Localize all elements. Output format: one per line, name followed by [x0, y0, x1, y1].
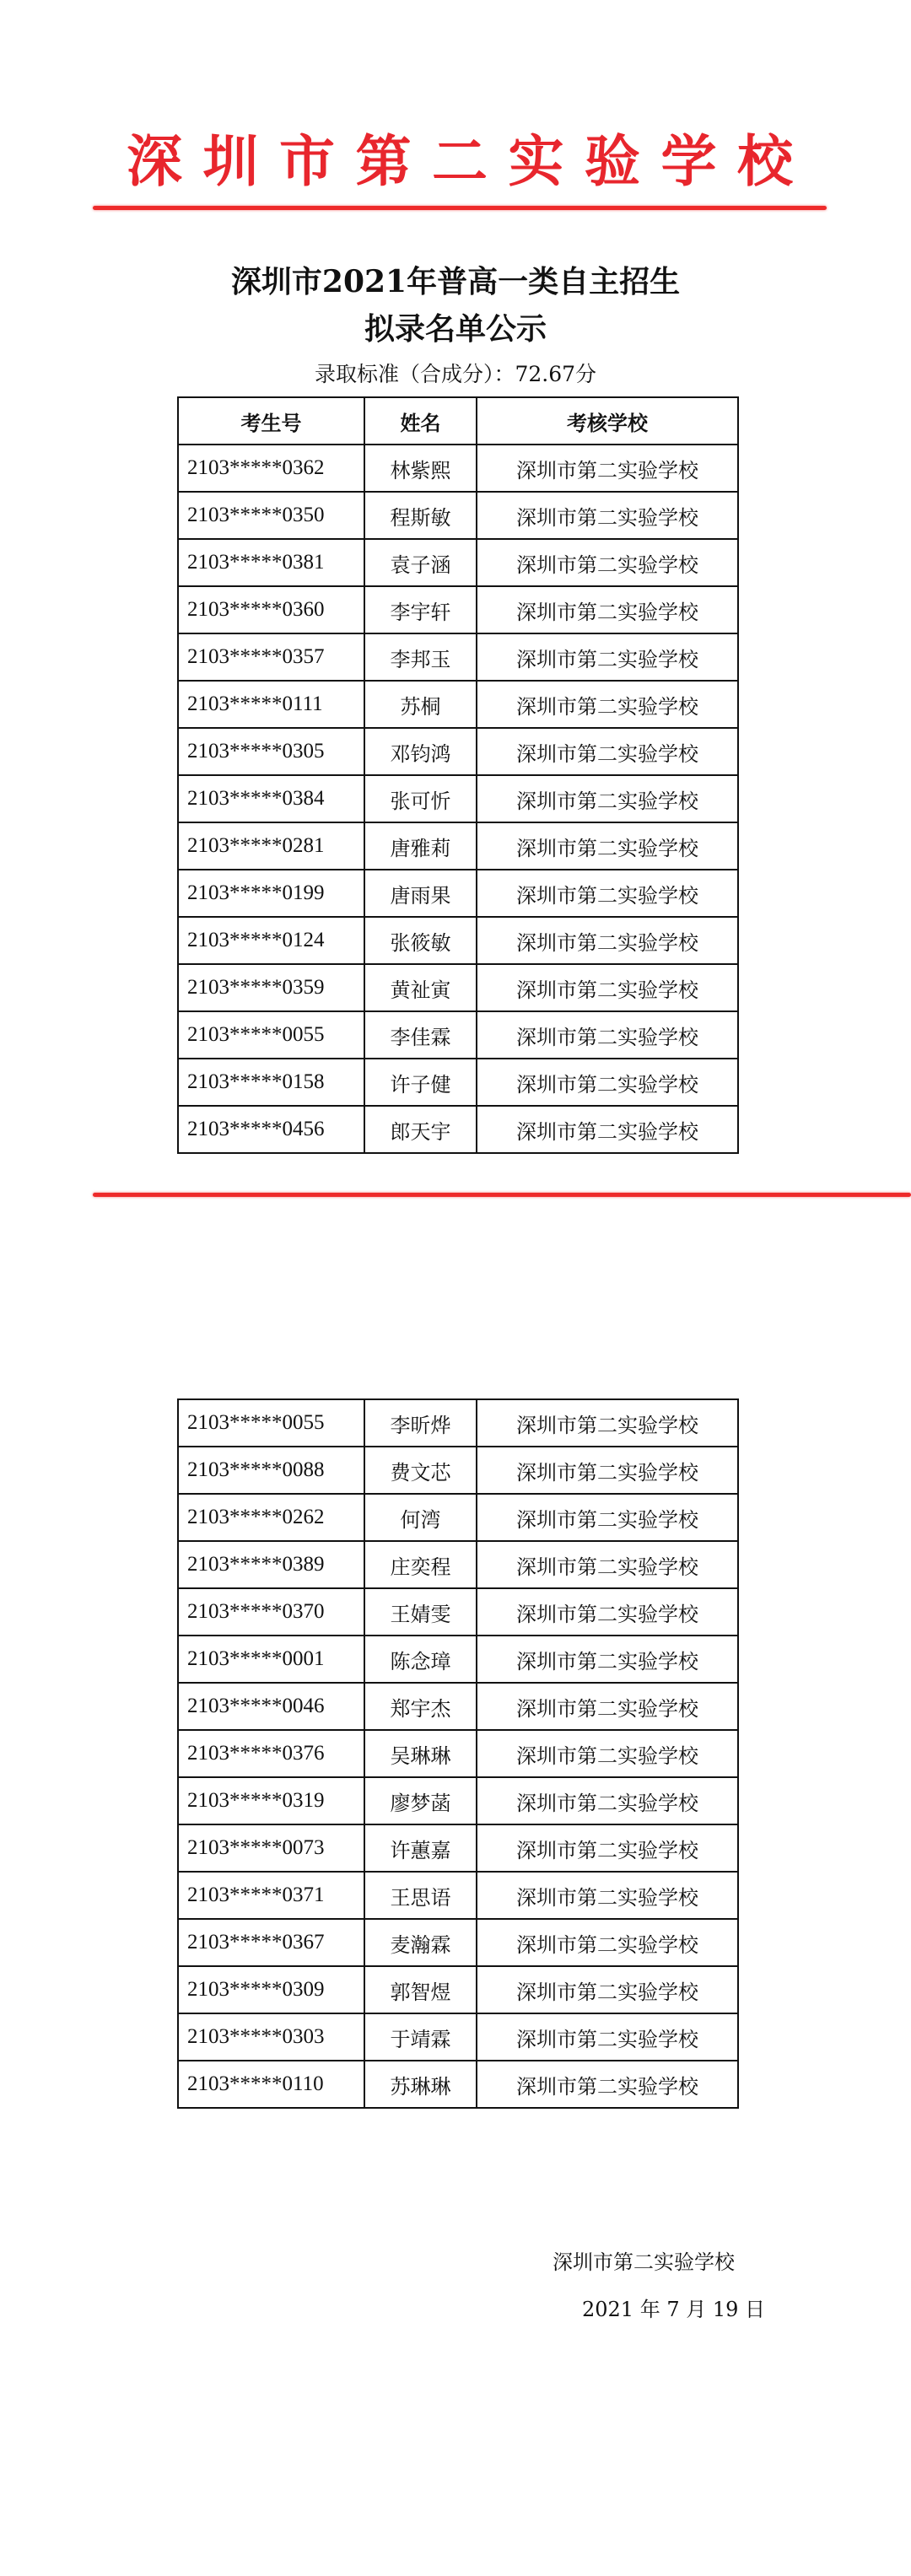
- table-row: [178, 917, 738, 964]
- table-row: [178, 775, 738, 822]
- cell-exam-number: 2103*****0350: [178, 492, 364, 539]
- cell-exam-number: 2103*****0262: [178, 1494, 364, 1541]
- cell-exam-number: 2103*****0360: [178, 586, 364, 633]
- table-row: [178, 1494, 738, 1541]
- table-row: [178, 586, 738, 633]
- header-school: 考核学校: [477, 397, 738, 445]
- letterhead-char: 学: [660, 127, 717, 194]
- table-row: [178, 681, 738, 728]
- cell-student-name: 廖梦菡: [364, 1777, 477, 1824]
- cell-school: 深圳市第二实验学校: [477, 964, 738, 1011]
- admission-table-page1: [177, 396, 739, 1154]
- cell-student-name: 王婧雯: [364, 1588, 477, 1636]
- cell-student-name: 邓钧鸿: [364, 728, 477, 775]
- table-row: [178, 870, 738, 917]
- table-row: [178, 728, 738, 775]
- cell-student-name: 程斯敏: [364, 492, 477, 539]
- letterhead-char: 深: [127, 127, 182, 194]
- cell-student-name: 郑宇杰: [364, 1683, 477, 1730]
- table-row: [178, 1919, 738, 1966]
- cell-exam-number: 2103*****0088: [178, 1447, 364, 1494]
- table-row: [178, 1011, 738, 1059]
- letterhead-char: 实: [508, 127, 564, 194]
- cell-school: 深圳市第二实验学校: [477, 1636, 738, 1683]
- cell-student-name: 许蕙嘉: [364, 1824, 477, 1872]
- cell-exam-number: 2103*****0073: [178, 1824, 364, 1872]
- cell-student-name: 唐雅莉: [364, 822, 477, 870]
- cell-student-name: 李邦玉: [364, 633, 477, 681]
- letterhead-school-name: [127, 118, 793, 194]
- table-row: [178, 1399, 738, 1447]
- cell-school: 深圳市第二实验学校: [477, 822, 738, 870]
- cell-exam-number: 2103*****0303: [178, 2013, 364, 2061]
- cell-exam-number: 2103*****0309: [178, 1966, 364, 2013]
- cell-school: 深圳市第二实验学校: [477, 2013, 738, 2061]
- cell-exam-number: 2103*****0199: [178, 870, 364, 917]
- cell-school: 深圳市第二实验学校: [477, 445, 738, 492]
- cell-school: 深圳市第二实验学校: [477, 1730, 738, 1777]
- table-row: [178, 539, 738, 586]
- header-name: 姓名: [364, 397, 477, 445]
- table-row: [178, 1683, 738, 1730]
- cell-exam-number: 2103*****0456: [178, 1106, 364, 1153]
- cell-school: 深圳市第二实验学校: [477, 728, 738, 775]
- table-row: [178, 2061, 738, 2108]
- cell-school: 深圳市第二实验学校: [477, 1919, 738, 1966]
- letterhead-char: 市: [279, 127, 335, 194]
- cell-school: 深圳市第二实验学校: [477, 1872, 738, 1919]
- footer-date: 2021 年 7 月 19 日: [582, 2298, 766, 2321]
- cell-student-name: 费文芯: [364, 1447, 477, 1494]
- cell-student-name: 陈念璋: [364, 1636, 477, 1683]
- cell-school: 深圳市第二实验学校: [477, 2061, 738, 2108]
- table-row: [178, 964, 738, 1011]
- cell-school: 深圳市第二实验学校: [477, 1011, 738, 1059]
- table-row: [178, 2013, 738, 2061]
- cell-school: 深圳市第二实验学校: [477, 1541, 738, 1588]
- table-row: [178, 1824, 738, 1872]
- cell-exam-number: 2103*****0370: [178, 1588, 364, 1636]
- table-row: [178, 445, 738, 492]
- cell-exam-number: 2103*****0305: [178, 728, 364, 775]
- cell-school: 深圳市第二实验学校: [477, 492, 738, 539]
- admission-table-page2: [177, 1398, 739, 2109]
- table-row: [178, 1966, 738, 2013]
- cell-student-name: 张可忻: [364, 775, 477, 822]
- cell-school: 深圳市第二实验学校: [477, 586, 738, 633]
- cell-school: 深圳市第二实验学校: [477, 539, 738, 586]
- table-row: [178, 822, 738, 870]
- cell-student-name: 何湾: [364, 1494, 477, 1541]
- document-title-line2: 拟录名单公示: [364, 311, 547, 347]
- cell-school: 深圳市第二实验学校: [477, 1494, 738, 1541]
- cell-exam-number: 2103*****0362: [178, 445, 364, 492]
- cell-school: 深圳市第二实验学校: [477, 870, 738, 917]
- table-row: [178, 1059, 738, 1106]
- cell-student-name: 许子健: [364, 1059, 477, 1106]
- cell-exam-number: 2103*****0319: [178, 1777, 364, 1824]
- cell-student-name: 苏桐: [364, 681, 477, 728]
- letterhead-char: 二: [432, 127, 488, 194]
- cell-exam-number: 2103*****0111: [178, 681, 364, 728]
- cell-exam-number: 2103*****0055: [178, 1399, 364, 1447]
- table-row: [178, 1541, 738, 1588]
- letterhead-char: 第: [355, 127, 412, 194]
- cell-school: 深圳市第二实验学校: [477, 681, 738, 728]
- letterhead-char: 校: [737, 127, 793, 194]
- footer-issuer: 深圳市第二实验学校: [553, 2250, 735, 2274]
- cell-student-name: 于靖霖: [364, 2013, 477, 2061]
- page-divider: [93, 1193, 911, 1197]
- letterhead-divider: [93, 206, 827, 210]
- cell-student-name: 李昕烨: [364, 1399, 477, 1447]
- admission-standard: 录取标准（合成分）：72.67分: [314, 362, 597, 386]
- cell-student-name: 李宇轩: [364, 586, 477, 633]
- cell-student-name: 吴琳琳: [364, 1730, 477, 1777]
- cell-school: 深圳市第二实验学校: [477, 1399, 738, 1447]
- cell-student-name: 袁子涵: [364, 539, 477, 586]
- cell-exam-number: 2103*****0124: [178, 917, 364, 964]
- cell-student-name: 郎天宇: [364, 1106, 477, 1153]
- cell-exam-number: 2103*****0046: [178, 1683, 364, 1730]
- cell-exam-number: 2103*****0376: [178, 1730, 364, 1777]
- cell-exam-number: 2103*****0001: [178, 1636, 364, 1683]
- cell-exam-number: 2103*****0389: [178, 1541, 364, 1588]
- cell-school: 深圳市第二实验学校: [477, 775, 738, 822]
- cell-school: 深圳市第二实验学校: [477, 1588, 738, 1636]
- cell-student-name: 郭智煜: [364, 1966, 477, 2013]
- cell-student-name: 李佳霖: [364, 1011, 477, 1059]
- cell-exam-number: 2103*****0367: [178, 1919, 364, 1966]
- table-row: [178, 1872, 738, 1919]
- cell-student-name: 庄奕程: [364, 1541, 477, 1588]
- header-exam-number: 考生号: [178, 397, 364, 445]
- cell-school: 深圳市第二实验学校: [477, 1683, 738, 1730]
- cell-exam-number: 2103*****0381: [178, 539, 364, 586]
- table-header-row: [178, 397, 738, 445]
- table-row: [178, 633, 738, 681]
- cell-school: 深圳市第二实验学校: [477, 1824, 738, 1872]
- cell-school: 深圳市第二实验学校: [477, 1447, 738, 1494]
- cell-exam-number: 2103*****0281: [178, 822, 364, 870]
- cell-exam-number: 2103*****0384: [178, 775, 364, 822]
- table-row: [178, 1447, 738, 1494]
- cell-student-name: 唐雨果: [364, 870, 477, 917]
- table-row: [178, 1777, 738, 1824]
- document-title-line1: 深圳市2021年普高一类自主招生: [230, 264, 681, 299]
- cell-exam-number: 2103*****0055: [178, 1011, 364, 1059]
- cell-exam-number: 2103*****0357: [178, 633, 364, 681]
- cell-student-name: 林紫熙: [364, 445, 477, 492]
- cell-school: 深圳市第二实验学校: [477, 917, 738, 964]
- letterhead-char: 圳: [202, 127, 259, 194]
- cell-school: 深圳市第二实验学校: [477, 1059, 738, 1106]
- table-row: [178, 1588, 738, 1636]
- cell-exam-number: 2103*****0371: [178, 1872, 364, 1919]
- table-row: [178, 1730, 738, 1777]
- cell-exam-number: 2103*****0110: [178, 2061, 364, 2108]
- cell-student-name: 黄祉寅: [364, 964, 477, 1011]
- cell-school: 深圳市第二实验学校: [477, 1966, 738, 2013]
- cell-student-name: 苏琳琳: [364, 2061, 477, 2108]
- cell-student-name: 王思语: [364, 1872, 477, 1919]
- cell-exam-number: 2103*****0359: [178, 964, 364, 1011]
- cell-exam-number: 2103*****0158: [178, 1059, 364, 1106]
- cell-student-name: 麦瀚霖: [364, 1919, 477, 1966]
- table-row: [178, 1636, 738, 1683]
- cell-school: 深圳市第二实验学校: [477, 1106, 738, 1153]
- letterhead-char: 验: [585, 127, 640, 194]
- cell-school: 深圳市第二实验学校: [477, 633, 738, 681]
- table-row: [178, 492, 738, 539]
- cell-student-name: 张筱敏: [364, 917, 477, 964]
- table-row: [178, 1106, 738, 1153]
- cell-school: 深圳市第二实验学校: [477, 1777, 738, 1824]
